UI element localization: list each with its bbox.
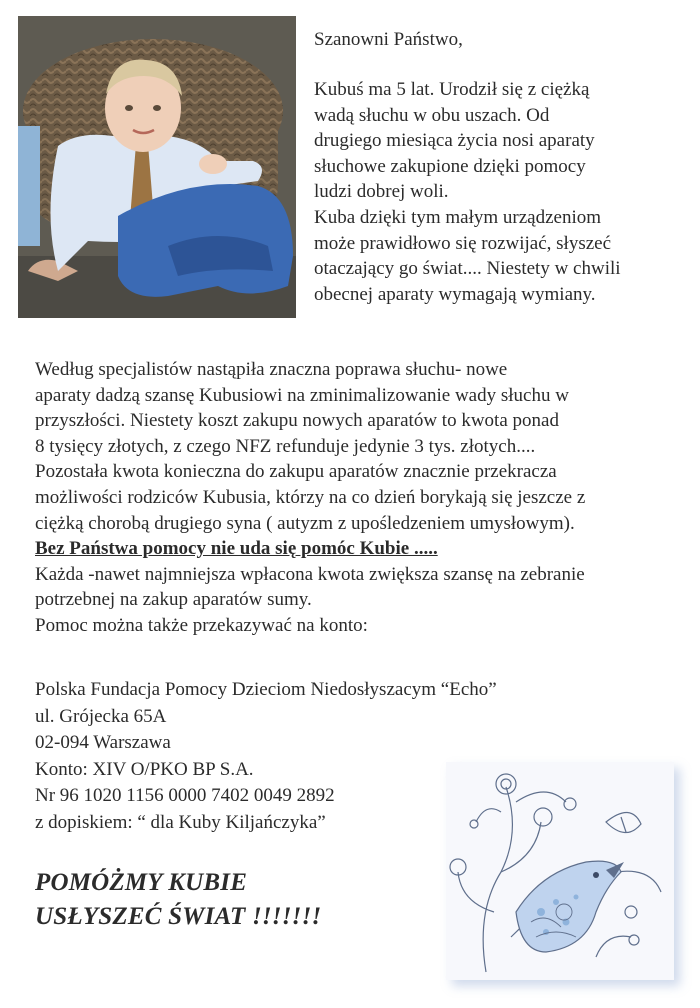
body-line: Według specjalistów nastąpiła znaczna poprawa słuchu- nowe xyxy=(35,359,508,380)
slogan-line-2: USŁYSZEĆ ŚWIAT !!!!!!! xyxy=(35,903,322,930)
account-number: Nr 96 1020 1156 0000 7402 0049 2892 xyxy=(35,785,335,807)
floral-bird-ornament-icon xyxy=(446,762,674,980)
intro-line: Kuba dzięki tym małym urządzeniom xyxy=(314,206,602,228)
body-line: 8 tysięcy złotych, z czego NFZ refunduje jedynie 3 tys. złotych.... xyxy=(35,435,536,457)
intro-line: otaczający go świat.... Niestety w chwili xyxy=(314,258,621,280)
intro-paragraph xyxy=(314,77,684,307)
boy-photo-illustration xyxy=(18,16,296,318)
intro-line: słuchowe zakupione dzięki pomocy xyxy=(314,155,586,177)
intro-line: Kubuś ma 5 lat. Urodził się z ciężką xyxy=(314,79,590,100)
transfer-note: z dopiskiem: “ dla Kuby Kiljańczyka” xyxy=(35,811,326,833)
intro-line: może prawidłowo się rozwijać, słyszeć xyxy=(314,232,612,254)
account-label: Konto: XIV O/PKO BP S.A. xyxy=(35,758,254,780)
body-line: potrzebnej na zakup aparatów sumy. xyxy=(35,589,312,611)
body-paragraph xyxy=(35,357,685,639)
body-line: przyszłości. Niestety koszt zakupu nowych aparatów to kwota ponad xyxy=(35,410,559,432)
body-line: ciężką chorobą drugiego syna ( autyzm z upośledzeniem umysłowym). xyxy=(35,512,575,534)
bank-address-block xyxy=(35,677,497,837)
intro-line: obecnej aparaty wymagają wymiany. xyxy=(314,283,596,305)
emphasis-line: Bez Państwa pomocy nie uda się pomóc Kubie ..... xyxy=(35,538,438,560)
body-line: Pomoc można także przekazywać na konto: xyxy=(35,614,368,636)
foundation-name: Polska Fundacja Pomocy Dzieciom Niedosłyszacym “Echo” xyxy=(35,679,497,700)
body-line: Każda -nawet najmniejsza wpłacona kwota zwiększa szansę na zebranie xyxy=(35,563,585,585)
city: 02-094 Warszawa xyxy=(35,732,171,754)
intro-line: drugiego miesiąca życia nosi aparaty xyxy=(314,130,595,152)
body-line: aparaty dadzą szansę Kubusiowi na zminimalizowanie wady słuchu w xyxy=(35,384,569,406)
body-line: Pozostała kwota konieczna do zakupu aparatów znacznie przekracza xyxy=(35,461,557,483)
slogan-line-1: POMÓŻMY KUBIE xyxy=(35,869,248,896)
slogan xyxy=(35,866,395,934)
ornament-drawing xyxy=(446,762,674,980)
street: ul. Grójecka 65A xyxy=(35,705,167,727)
greeting: Szanowni Państwo, xyxy=(314,29,463,50)
intro-line: wadą słuchu w obu uszach. Od xyxy=(314,104,550,126)
boy-photo xyxy=(18,16,296,318)
intro-line: ludzi dobrej woli. xyxy=(314,181,449,203)
body-line: możliwości rodziców Kubusia, którzy na co dzień borykają się jeszcze z xyxy=(35,486,586,508)
